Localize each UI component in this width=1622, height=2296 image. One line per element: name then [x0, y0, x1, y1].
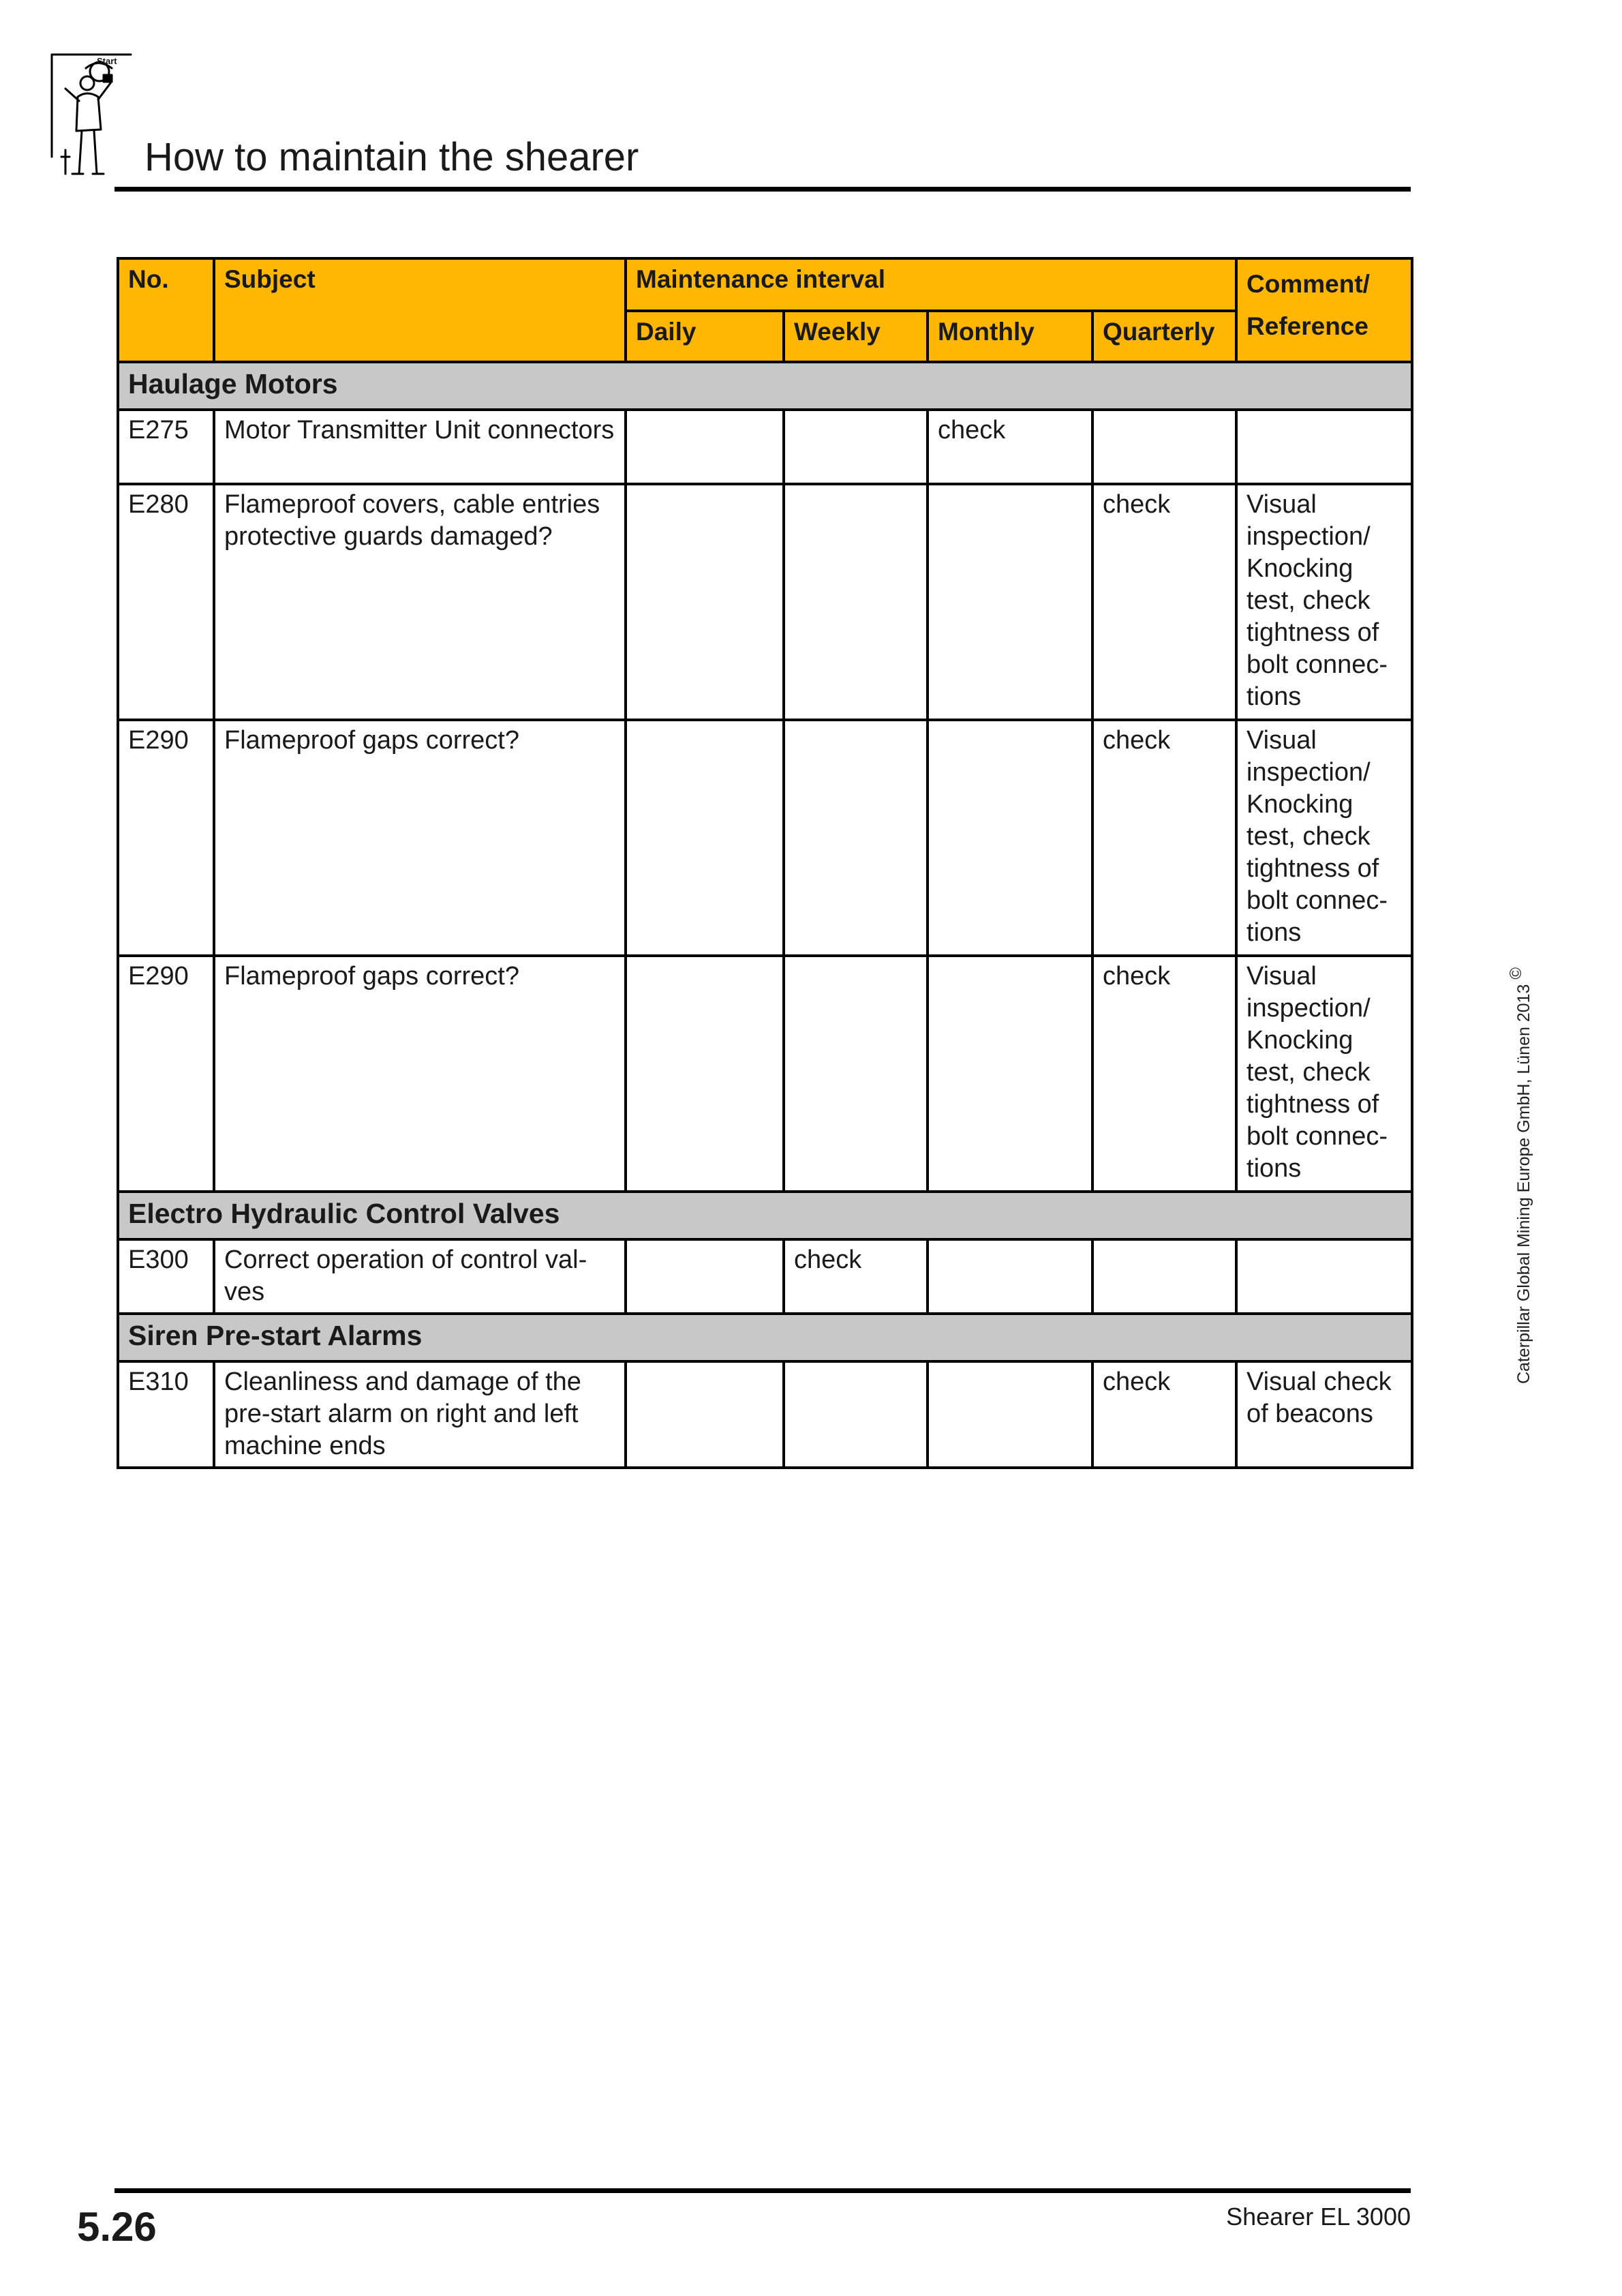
cell-monthly [928, 720, 1092, 956]
table-row [118, 956, 1412, 1192]
cell-comment: Visual check of beacons [1236, 1361, 1412, 1468]
copyright-symbol: © [1507, 967, 1525, 980]
table-row [118, 1361, 1412, 1468]
section-title-siren-alarms: Siren Pre-start Alarms [118, 1314, 1412, 1361]
cell-comment: Visual inspection/ Knocking test, check tightness of bolt connec-tions [1236, 484, 1412, 720]
cell-monthly [928, 956, 1092, 1192]
cell-weekly [784, 410, 928, 484]
maintenance-table [117, 257, 1413, 1469]
copyright-text: Caterpillar Global Mining Europe GmbH, Lünen 2013 [1514, 984, 1533, 1384]
cell-monthly: check [928, 410, 1092, 484]
cell-comment [1236, 410, 1412, 484]
header-divider [114, 187, 1411, 192]
header-comment-reference [1236, 258, 1412, 362]
cell-comment [1236, 1239, 1412, 1314]
cell-quarterly: check [1092, 956, 1236, 1192]
cell-daily [626, 410, 784, 484]
header-weekly: Weekly [784, 311, 928, 362]
header-maintenance-interval: Maintenance interval [626, 258, 1236, 311]
cell-daily [626, 1239, 784, 1314]
logo-start-label: Start [97, 56, 117, 66]
cell-no: E290 [118, 720, 214, 956]
cell-monthly [928, 1361, 1092, 1468]
cell-weekly [784, 1361, 928, 1468]
cell-no: E310 [118, 1361, 214, 1468]
section-row [118, 362, 1412, 410]
cell-weekly: check [784, 1239, 928, 1314]
header-quarterly: Quarterly [1092, 311, 1236, 362]
header-reference: Reference [1246, 312, 1368, 340]
cell-weekly [784, 956, 928, 1192]
cell-daily [626, 484, 784, 720]
table-row [118, 410, 1412, 484]
header-daily: Daily [626, 311, 784, 362]
header-no: No. [118, 258, 214, 362]
header-comment: Comment/ [1246, 270, 1370, 298]
page-number: 5.26 [77, 2204, 157, 2250]
cell-weekly [784, 484, 928, 720]
cell-subject: Motor Transmitter Unit connectors [214, 410, 626, 484]
cell-subject: Cleanliness and damage of the pre-start alarm on right and left machine ends [214, 1361, 626, 1468]
cell-quarterly [1092, 410, 1236, 484]
cell-quarterly: check [1092, 720, 1236, 956]
cell-quarterly: check [1092, 484, 1236, 720]
cell-daily [626, 720, 784, 956]
cell-daily [626, 956, 784, 1192]
cell-subject: Flameproof gaps correct? [214, 956, 626, 1192]
table-row [118, 484, 1412, 720]
cell-no: E300 [118, 1239, 214, 1314]
section-title-electro-hydraulic: Electro Hydraulic Control Valves [118, 1192, 1412, 1239]
cell-monthly [928, 1239, 1092, 1314]
footer-divider [114, 2188, 1411, 2193]
cell-weekly [784, 720, 928, 956]
cell-quarterly: check [1092, 1361, 1236, 1468]
cell-daily [626, 1361, 784, 1468]
cell-subject: Correct operation of control val-ves [214, 1239, 626, 1314]
cell-quarterly [1092, 1239, 1236, 1314]
section-row [118, 1192, 1412, 1239]
header-subject: Subject [214, 258, 626, 362]
cell-subject: Flameproof covers, cable entries protective guards damaged? [214, 484, 626, 720]
cell-subject: Flameproof gaps correct? [214, 720, 626, 956]
start-operator-logo [45, 48, 134, 184]
cell-no: E280 [118, 484, 214, 720]
table-row [118, 720, 1412, 956]
cell-comment: Visual inspection/ Knocking test, check tightness of bolt connec-tions [1236, 720, 1412, 956]
section-title-haulage-motors: Haulage Motors [118, 362, 1412, 410]
copyright-notice [1509, 907, 1539, 1384]
cell-no: E290 [118, 956, 214, 1192]
section-row [118, 1314, 1412, 1361]
cell-monthly [928, 484, 1092, 720]
document-name: Shearer EL 3000 [1226, 2203, 1411, 2231]
cell-comment: Visual inspection/ Knocking test, check tightness of bolt connec-tions [1236, 956, 1412, 1192]
table-row [118, 1239, 1412, 1314]
cell-no: E275 [118, 410, 214, 484]
header-monthly: Monthly [928, 311, 1092, 362]
page-title: How to maintain the shearer [144, 135, 639, 179]
